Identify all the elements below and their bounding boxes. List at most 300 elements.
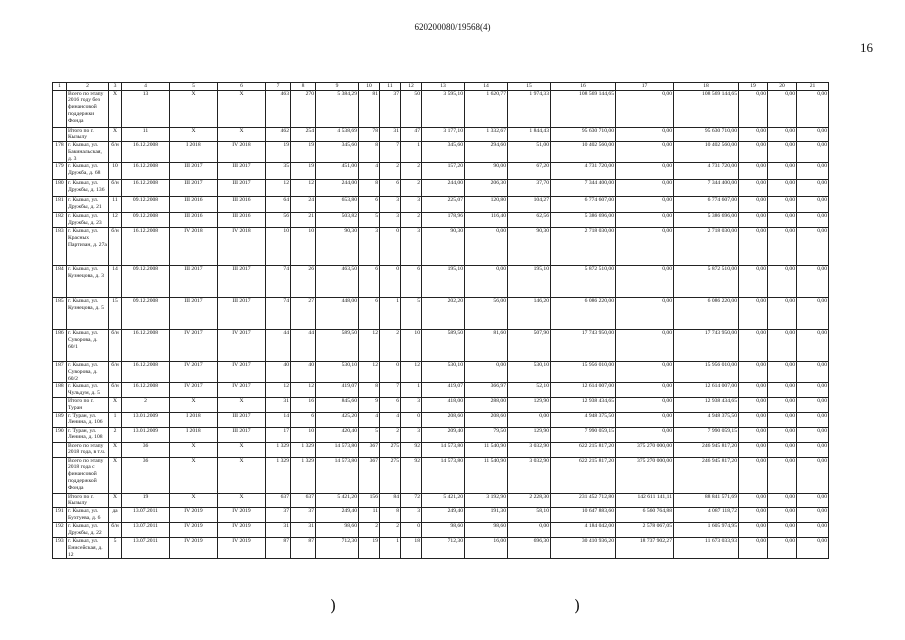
- table-cell: 10 402 560,00: [551, 142, 616, 163]
- table-cell: X: [109, 457, 122, 493]
- table-cell: 1 974,33: [508, 90, 551, 127]
- table-cell: 16.12.2008: [122, 163, 170, 180]
- table-cell: Итого по г. Кызылу: [67, 493, 109, 507]
- table-cell: 0,00: [768, 412, 797, 427]
- table-cell: 7 344 400,00: [551, 180, 616, 197]
- table-cell: г. Кызыл, ул. Красных Партизан, д. 27а: [67, 228, 109, 266]
- table-cell: 87: [291, 538, 316, 559]
- table-cell: 0,00: [797, 442, 829, 457]
- table-cell: 98,60: [422, 523, 465, 538]
- table-cell: 622 215 817,20: [551, 442, 616, 457]
- table-cell: 0,00: [797, 383, 829, 398]
- table-cell: б/н: [109, 330, 122, 362]
- table-cell: 156: [359, 493, 380, 507]
- table-cell: 3: [401, 197, 422, 213]
- table-cell: 0,00: [797, 228, 829, 266]
- table-cell: 10: [109, 163, 122, 180]
- table-row: [53, 523, 829, 538]
- table-cell: 1 605 974,95: [674, 523, 739, 538]
- table-cell: III 2017: [218, 412, 266, 427]
- table-cell: 209,40: [422, 427, 465, 442]
- table-cell: 8: [380, 508, 401, 523]
- table-cell: 0,00: [739, 457, 768, 493]
- table-cell: 208,60: [422, 412, 465, 427]
- table-cell: 129,90: [508, 398, 551, 412]
- table-cell: IV 2019: [170, 538, 218, 559]
- column-number-cell: 19: [739, 83, 768, 91]
- table-cell: 2: [401, 180, 422, 197]
- table-cell: 249,40: [316, 508, 359, 523]
- table-cell: 142 611 141,11: [616, 493, 674, 507]
- table-cell: 0,00: [768, 493, 797, 507]
- column-number-cell: 10: [359, 83, 380, 91]
- table-cell: 1: [109, 412, 122, 427]
- table-cell: 530,10: [316, 362, 359, 383]
- table-cell: 185: [53, 298, 67, 330]
- table-cell: 1 329: [266, 442, 291, 457]
- table-cell: 0,00: [797, 213, 829, 228]
- table-cell: 6: [291, 412, 316, 427]
- table-row: [53, 493, 829, 507]
- table-cell: 0,00: [797, 523, 829, 538]
- table-cell: 270: [291, 90, 316, 127]
- table-cell: IV 2019: [218, 508, 266, 523]
- table-cell: 345,60: [422, 142, 465, 163]
- table-cell: 24: [291, 197, 316, 213]
- table-cell: 12 938 434,65: [674, 398, 739, 412]
- table-cell: [53, 457, 67, 493]
- table-cell: 375 270 000,00: [616, 457, 674, 493]
- table-cell: 19: [359, 538, 380, 559]
- table-cell: 202,20: [422, 298, 465, 330]
- table-cell: 0,00: [616, 298, 674, 330]
- table-row: [53, 383, 829, 398]
- table-cell: 98,60: [465, 523, 508, 538]
- table-cell: 6 086 220,00: [674, 298, 739, 330]
- table-cell: X: [218, 442, 266, 457]
- table-cell: 0,00: [616, 398, 674, 412]
- table-cell: 0,00: [768, 142, 797, 163]
- table-cell: 1: [380, 298, 401, 330]
- table-cell: 0,00: [616, 427, 674, 442]
- table-cell: 0: [380, 266, 401, 298]
- table-cell: Всего по этапу 2016 году без финансовой поддержки Фонда: [67, 90, 109, 127]
- table-cell: 4: [380, 412, 401, 427]
- table-cell: 463: [266, 90, 291, 127]
- table-cell: 17 743 950,00: [674, 330, 739, 362]
- table-cell: III 2016: [170, 197, 218, 213]
- table-cell: 3 177,10: [422, 127, 465, 141]
- table-cell: X: [170, 398, 218, 412]
- table-cell: 0,00: [616, 163, 674, 180]
- table-cell: 294,60: [465, 142, 508, 163]
- table-cell: 3: [401, 427, 422, 442]
- column-number-cell: 16: [551, 83, 616, 91]
- table-cell: 84: [380, 493, 401, 507]
- table-cell: Итого по г. Туран: [67, 398, 109, 412]
- table-cell: 17: [266, 427, 291, 442]
- table-cell: 1 844,43: [508, 127, 551, 141]
- table-cell: 0,00: [739, 383, 768, 398]
- table-cell: 15 956 010,00: [551, 362, 616, 383]
- table-cell: 420,40: [316, 427, 359, 442]
- table-cell: 15: [109, 298, 122, 330]
- table-cell: 129,90: [508, 427, 551, 442]
- table-cell: 0,00: [739, 213, 768, 228]
- table-cell: 31: [266, 523, 291, 538]
- table-cell: 2: [380, 163, 401, 180]
- table-cell: 15 956 010,00: [674, 362, 739, 383]
- table-cell: 275: [380, 442, 401, 457]
- table-cell: X: [218, 127, 266, 141]
- table-cell: 0,00: [768, 228, 797, 266]
- table-cell: 12: [401, 362, 422, 383]
- table-cell: 0,00: [739, 523, 768, 538]
- table-cell: 0,00: [739, 362, 768, 383]
- table-cell: III 2017: [218, 298, 266, 330]
- table-cell: 19: [291, 163, 316, 180]
- table-cell: 31: [291, 523, 316, 538]
- table-cell: 0,00: [768, 213, 797, 228]
- table-cell: 712,30: [422, 538, 465, 559]
- table-cell: 5: [109, 538, 122, 559]
- table-cell: 81: [359, 90, 380, 127]
- table-cell: X: [170, 457, 218, 493]
- table-cell: 12: [359, 330, 380, 362]
- table-cell: 0,00: [616, 228, 674, 266]
- table-cell: 72: [401, 493, 422, 507]
- table-cell: 3 032,90: [508, 442, 551, 457]
- table-cell: 184: [53, 266, 67, 298]
- table-cell: г. Кызыл, ул. Кузнецова, д. 5: [67, 298, 109, 330]
- table-cell: X: [170, 127, 218, 141]
- table-row: [53, 163, 829, 180]
- table-cell: 9: [359, 398, 380, 412]
- table-cell: X: [218, 493, 266, 507]
- table-cell: 11 673 033,93: [674, 538, 739, 559]
- table-cell: 462: [266, 127, 291, 141]
- table-cell: 0,00: [616, 266, 674, 298]
- table-cell: 0,00: [797, 398, 829, 412]
- table-cell: 0,00: [797, 127, 829, 141]
- table-cell: IV 2017: [218, 383, 266, 398]
- table-cell: X: [218, 457, 266, 493]
- table-cell: III 2017: [170, 298, 218, 330]
- column-number-row: [53, 83, 829, 91]
- table-cell: 13.07.2011: [122, 523, 170, 538]
- table-cell: 44: [266, 330, 291, 362]
- table-cell: 0: [380, 228, 401, 266]
- table-cell: 0,00: [616, 330, 674, 362]
- table-cell: 182: [53, 213, 67, 228]
- table-cell: 18 737 902,27: [616, 538, 674, 559]
- table-cell: 637: [266, 493, 291, 507]
- table-cell: 1 332,67: [465, 127, 508, 141]
- table-cell: 622 215 817,20: [551, 457, 616, 493]
- table-cell: 3 192,90: [465, 493, 508, 507]
- table-cell: 62,56: [508, 213, 551, 228]
- document-number: 620200080/19568(4): [414, 22, 491, 32]
- table-cell: X: [170, 493, 218, 507]
- table-cell: 589,50: [422, 330, 465, 362]
- table-cell: X: [109, 90, 122, 127]
- table-cell: 0,00: [797, 90, 829, 127]
- table-cell: 27: [291, 298, 316, 330]
- table-cell: IV 2017: [170, 383, 218, 398]
- table-cell: 26: [291, 266, 316, 298]
- table-cell: 0,00: [768, 398, 797, 412]
- table-cell: 09.12.2008: [122, 298, 170, 330]
- table-cell: 13.07.2011: [122, 538, 170, 559]
- table-row: [53, 266, 829, 298]
- table-cell: 419,07: [422, 383, 465, 398]
- table-cell: 7: [380, 142, 401, 163]
- table-cell: 187: [53, 362, 67, 383]
- table-cell: 78: [359, 127, 380, 141]
- table-cell: 1: [401, 383, 422, 398]
- table-cell: 5 872 510,00: [551, 266, 616, 298]
- table-row: [53, 298, 829, 330]
- column-number-cell: 13: [422, 83, 465, 91]
- table-cell: 5 421,20: [422, 493, 465, 507]
- table-cell: 0,00: [797, 412, 829, 427]
- table-cell: X: [218, 90, 266, 127]
- table-cell: 157,20: [422, 163, 465, 180]
- table-cell: IV 2019: [170, 508, 218, 523]
- table-cell: 6 086 220,00: [551, 298, 616, 330]
- table-cell: 90,30: [508, 228, 551, 266]
- table-cell: 6 774 607,00: [674, 197, 739, 213]
- table-cell: 21: [291, 213, 316, 228]
- table-cell: 244,00: [422, 180, 465, 197]
- table-row: [53, 427, 829, 442]
- table-cell: 37: [291, 508, 316, 523]
- table-cell: 37,70: [508, 180, 551, 197]
- table-cell: 47: [401, 127, 422, 141]
- table-cell: 90,00: [465, 163, 508, 180]
- table-cell: 3: [401, 228, 422, 266]
- table-cell: 366,97: [465, 383, 508, 398]
- table-cell: 3: [401, 398, 422, 412]
- table-cell: 10 402 560,00: [674, 142, 739, 163]
- column-number-cell: 5: [170, 83, 218, 91]
- table-cell: 2: [359, 523, 380, 538]
- table-cell: 116,40: [465, 213, 508, 228]
- table-cell: 92: [401, 442, 422, 457]
- table-cell: III 2017: [170, 180, 218, 197]
- table-cell: 425,20: [316, 412, 359, 427]
- table-cell: 0,00: [797, 362, 829, 383]
- table-cell: 195,10: [422, 266, 465, 298]
- table-cell: 179: [53, 163, 67, 180]
- table-cell: 3: [401, 508, 422, 523]
- table-cell: 6: [380, 398, 401, 412]
- table-cell: г. Кызыл, ул. Дружбы, д. 22: [67, 523, 109, 538]
- table-cell: 7 990 059,15: [551, 427, 616, 442]
- table-row: [53, 457, 829, 493]
- table-cell: 0,00: [616, 362, 674, 383]
- table-row: [53, 330, 829, 362]
- table-cell: 37: [380, 90, 401, 127]
- table-cell: 2: [380, 330, 401, 362]
- table-cell: 14 573,80: [316, 457, 359, 493]
- table-cell: 58,10: [508, 508, 551, 523]
- table-cell: III 2016: [218, 197, 266, 213]
- table-cell: 10: [266, 228, 291, 266]
- table-cell: 0,00: [739, 163, 768, 180]
- table-cell: 16.12.2008: [122, 362, 170, 383]
- table-cell: [53, 442, 67, 457]
- table-cell: 0,00: [768, 538, 797, 559]
- table-cell: 0,00: [768, 508, 797, 523]
- table-cell: 0,00: [465, 266, 508, 298]
- table-cell: 1 620,77: [465, 90, 508, 127]
- table-cell: 0,00: [616, 213, 674, 228]
- table-cell: г. Кызыл, ул. Дружбы, д. 23: [67, 213, 109, 228]
- table-cell: 0: [401, 523, 422, 538]
- table-cell: 0,00: [797, 330, 829, 362]
- table-cell: 195,10: [508, 266, 551, 298]
- table-cell: 6: [359, 266, 380, 298]
- table-cell: г. Кызыл, ул. Бухтуева, д. 6: [67, 508, 109, 523]
- table-cell: да: [109, 508, 122, 523]
- table-cell: IV 2017: [218, 330, 266, 362]
- table-cell: 14: [266, 412, 291, 427]
- table-cell: 2 228,30: [508, 493, 551, 507]
- table-cell: 4 538,69: [316, 127, 359, 141]
- table-cell: 4: [359, 163, 380, 180]
- table-cell: X: [109, 493, 122, 507]
- table-cell: 11: [359, 508, 380, 523]
- table-cell: 4 948 375,50: [551, 412, 616, 427]
- table-row: [53, 197, 829, 213]
- column-number-cell: 14: [465, 83, 508, 91]
- table-cell: 2: [401, 213, 422, 228]
- table-cell: 10: [401, 330, 422, 362]
- table-cell: 12: [359, 362, 380, 383]
- table-cell: 0,00: [768, 523, 797, 538]
- table-cell: 108 569 144,65: [674, 90, 739, 127]
- table-cell: 178: [53, 142, 67, 163]
- table-cell: 5: [359, 213, 380, 228]
- table-cell: 87: [266, 538, 291, 559]
- table-cell: 8: [359, 383, 380, 398]
- table-cell: 0,00: [797, 427, 829, 442]
- table-cell: 1: [380, 538, 401, 559]
- table-cell: 180: [53, 180, 67, 197]
- table-cell: IV 2019: [170, 523, 218, 538]
- column-number-cell: 8: [291, 83, 316, 91]
- table-cell: 17 743 950,00: [551, 330, 616, 362]
- table-cell: III 2017: [170, 266, 218, 298]
- table-cell: 0,00: [739, 228, 768, 266]
- table-cell: б/н: [109, 180, 122, 197]
- table-cell: 5: [401, 298, 422, 330]
- table-cell: X: [109, 442, 122, 457]
- table-cell: 40: [291, 362, 316, 383]
- table-cell: 0,00: [797, 493, 829, 507]
- table-cell: 0,00: [739, 330, 768, 362]
- table-cell: 14: [109, 266, 122, 298]
- table-cell: IV 2019: [218, 538, 266, 559]
- table-cell: 0,00: [797, 457, 829, 493]
- table-cell: г. Кызыл, ул. Чульдум, д. 5: [67, 383, 109, 398]
- column-number-cell: 9: [316, 83, 359, 91]
- table-cell: 0,00: [739, 493, 768, 507]
- table-cell: 3: [380, 213, 401, 228]
- table-cell: 249,40: [422, 508, 465, 523]
- table-cell: 12: [266, 383, 291, 398]
- table-cell: 10 647 883,60: [551, 508, 616, 523]
- table-row: [53, 180, 829, 197]
- table-cell: 0,00: [797, 142, 829, 163]
- table-cell: 104,27: [508, 197, 551, 213]
- table-cell: 845,60: [316, 398, 359, 412]
- table-cell: 3 595,10: [422, 90, 465, 127]
- table-cell: 1 329: [291, 457, 316, 493]
- table-cell: 81,60: [465, 330, 508, 362]
- table-cell: 191,30: [465, 508, 508, 523]
- table-row: [53, 398, 829, 412]
- table-cell: б/н: [109, 362, 122, 383]
- table-cell: 92: [401, 457, 422, 493]
- table-cell: 0,00: [739, 197, 768, 213]
- table-cell: 12: [291, 180, 316, 197]
- table-cell: 1 329: [291, 442, 316, 457]
- table-cell: 183: [53, 228, 67, 266]
- table-cell: 30 410 936,20: [551, 538, 616, 559]
- table-cell: 7 344 400,00: [674, 180, 739, 197]
- table-cell: 16: [291, 398, 316, 412]
- table-cell: 530,10: [508, 362, 551, 383]
- table-cell: 275: [380, 457, 401, 493]
- table-cell: г. Кызыл, ул. Дружбы, д. 21: [67, 197, 109, 213]
- table-cell: 0,00: [768, 362, 797, 383]
- table-cell: 4 731 720,00: [674, 163, 739, 180]
- table-cell: Всего по этапу 2018 года, в т.ч.: [67, 442, 109, 457]
- table-cell: 10: [291, 427, 316, 442]
- table-cell: 0,00: [797, 180, 829, 197]
- table-cell: 5 872 510,00: [674, 266, 739, 298]
- table-cell: [53, 90, 67, 127]
- table-cell: III 2016: [170, 213, 218, 228]
- table-cell: 288,00: [465, 398, 508, 412]
- table-cell: 52,10: [508, 383, 551, 398]
- column-number-cell: 17: [616, 83, 674, 91]
- table-cell: 4: [359, 412, 380, 427]
- table-cell: 108 569 144,65: [551, 90, 616, 127]
- table-cell: 0,00: [768, 266, 797, 298]
- table-cell: 246 945 817,20: [674, 442, 739, 457]
- table-cell: 5 421,20: [316, 493, 359, 507]
- table-cell: 463,50: [316, 266, 359, 298]
- table-cell: 0,00: [508, 523, 551, 538]
- table-row: [53, 412, 829, 427]
- table-cell: IV 2018: [218, 228, 266, 266]
- table-cell: 0,00: [616, 383, 674, 398]
- table-cell: 11: [109, 197, 122, 213]
- table-cell: 367: [359, 457, 380, 493]
- table-cell: 3: [380, 197, 401, 213]
- table-cell: X: [170, 90, 218, 127]
- table-cell: 189: [53, 412, 67, 427]
- table-cell: 09.12.2008: [122, 266, 170, 298]
- table-cell: 0,00: [797, 538, 829, 559]
- table-cell: 95 630 710,00: [674, 127, 739, 141]
- table-cell: 13: [122, 90, 170, 127]
- table-cell: 0,00: [616, 127, 674, 141]
- table-cell: 530,10: [422, 362, 465, 383]
